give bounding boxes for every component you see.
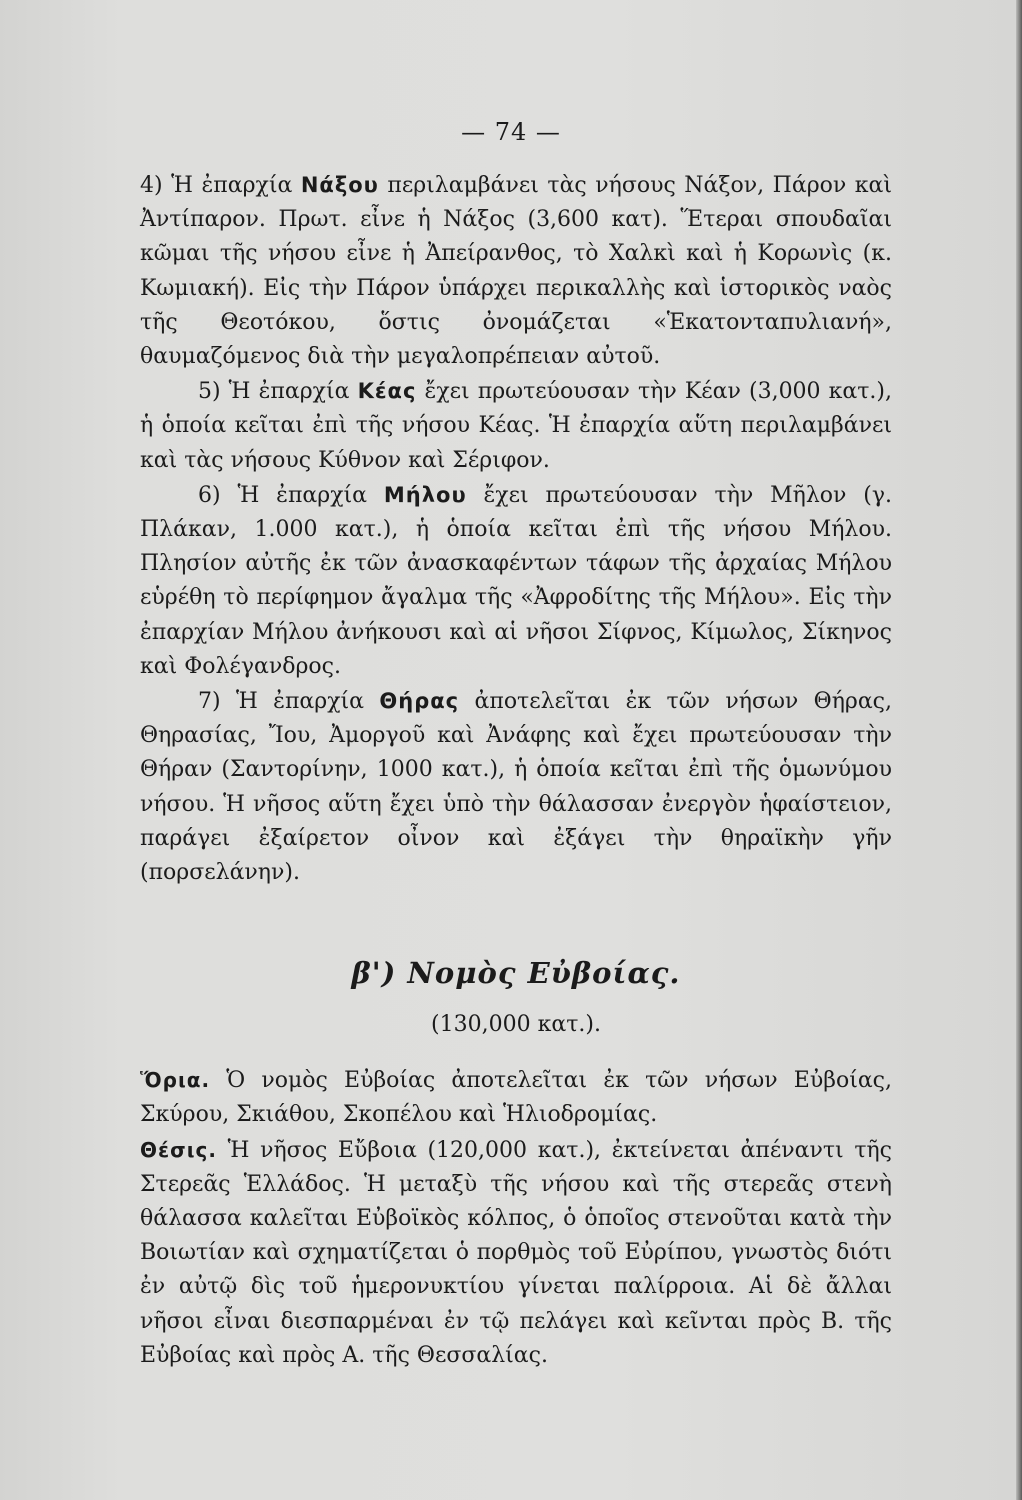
province-name-thira: Θήρας [379,689,460,714]
paragraph-keas [140,374,892,478]
definition-text: Ὁ νομὸς Εὐβοίας ἀποτελεῖται ἐκ τῶν νήσων Εὐβοίας, Σκύρου, Σκιάθου, Σκοπέλου καὶ Ἡλιοδρομίας. [140,1068,892,1128]
paragraph-thira [140,684,892,890]
text-body [140,168,892,1373]
paragraph-text: περιλαμβάνει τὰς νήσους Νάξον, Πάρον καὶ Ἀντίπαρον. Πρωτ. εἶνε ἡ Νάξος (3,600 κατ). Ἕτεραι σπουδαῖαι κῶμαι τῆς νήσου εἶνε ἡ Ἀπείρανθος, τὸ Χαλκὶ καὶ ἡ Κορωνὶς (κ. Κωμιακή). Εἰς τὴν Πάρον ὑπάρχει περικαλλὴς καὶ ἱστορικὸς ναὸς τῆς Θεοτόκου, ὅστις ὀνομάζεται «Ἑκατονταπυλιανή», θαυμαζόμενος διὰ τὴν μεγαλοπρέπειαν αὐτοῦ. [140,173,892,370]
term-position: Θέσις. [140,1137,217,1162]
province-name-keas: Κέας [357,379,417,404]
page-edge-shadow [1016,0,1022,1500]
paragraph-text: ἔχει πρωτεύουσαν τὴν Κέαν (3,000 κατ.), ἡ ὁποία κεῖται ἐπὶ τῆς νήσου Κέας. Ἡ ἐπαρχία αὕτη περιλαμβάνει καὶ τὰς νήσους Κύθνον καὶ Σέριφον. [140,379,892,473]
paragraph-lead: 5) Ἡ ἐπαρχία [198,379,358,405]
paragraph-lead: 6) Ἡ ἐπαρχία [198,482,384,508]
paragraph-text: ἔχει πρωτεύουσαν τὴν Μῆλον (γ. Πλάκαν, 1.000 κατ.), ἡ ὁποία κεῖται ἐπὶ τῆς νήσου Μήλου. Πλησίον αὐτῆς ἐκ τῶν ἀνασκαφέντων τάφων τῆς ἀρχαίας Μήλου εὑρέθη τὸ περίφημον ἄγαλμα τῆς «Ἀφροδίτης τῆς Μήλου». Εἰς τὴν ἐπαρχίαν Μήλου ἀνήκουσι καὶ αἱ νῆσοι Σίφνος, Κίμωλος, Σίκηνος καὶ Φολέγανδρος. [140,482,892,679]
section-title: β') Νομὸς Εὐβοίας. [351,956,681,991]
paragraph-lead: 4) Ἡ ἐπαρχία [140,173,301,198]
definition-text: Ἡ νῆσος Εὔβοια (120,000 κατ.), ἐκτείνεται ἀπέναντι τῆς Στερεᾶς Ἑλλάδος. Ἡ μεταξὺ τῆς νήσου καὶ τῆς στερεᾶς στενὴ θάλασσα καλεῖται Εὐβοϊκὸς κόλπος, ὁ ὁποῖος στενοῦται κατὰ τὴν Βοιωτίαν καὶ σχηματίζεται ὁ πορθμὸς τοῦ Εὐρίπου, γνωστὸς διότι ἐν αὐτῷ δὶς τοῦ ἡμερονυκτίου γίνεται παλίρροια. Αἱ δὲ ἄλλαι νῆσοι εἶναι διεσπαρμέναι ἐν τῷ πελάγει καὶ κεῖνται πρὸς Β. τῆς Εὐβοίας καὶ πρὸς Α. τῆς Θεσσαλίας. [140,1137,892,1368]
definition-position [140,1133,892,1373]
province-name-milos: Μήλου [383,482,467,507]
section-population: (130,000 κατ.). [431,1012,601,1038]
paragraph-lead: 7) Ἡ ἐπαρχία [198,689,380,715]
term-boundaries: Ὅρια. [140,1068,211,1093]
province-name-naxos: Νάξου [300,173,379,197]
paragraph-text: ἀποτελεῖται ἐκ τῶν νήσων Θήρας, Θηρασίας, Ἴου, Ἀμοργοῦ καὶ Ἀνάφης καὶ ἔχει πρωτεύουσαν τὴν Θήραν (Σαντορίνην, 1000 κατ.), ἡ ὁποία κεῖται ἐπὶ τῆς ὁμωνύμου νήσου. Ἡ νῆσος αὕτη ἔχει ὑπὸ τὴν θάλασσαν ἐνεργὸν ἡφαίστειον, παράγει ἐξαίρετον οἶνον καὶ ἐξάγει τὴν θηραϊκὴν γῆν (πορσελάνην). [140,689,892,886]
paragraph-milos [140,478,892,684]
paragraph-naxos [140,168,892,374]
definition-boundaries [140,1063,892,1132]
page-number: — 74 — [461,118,561,146]
